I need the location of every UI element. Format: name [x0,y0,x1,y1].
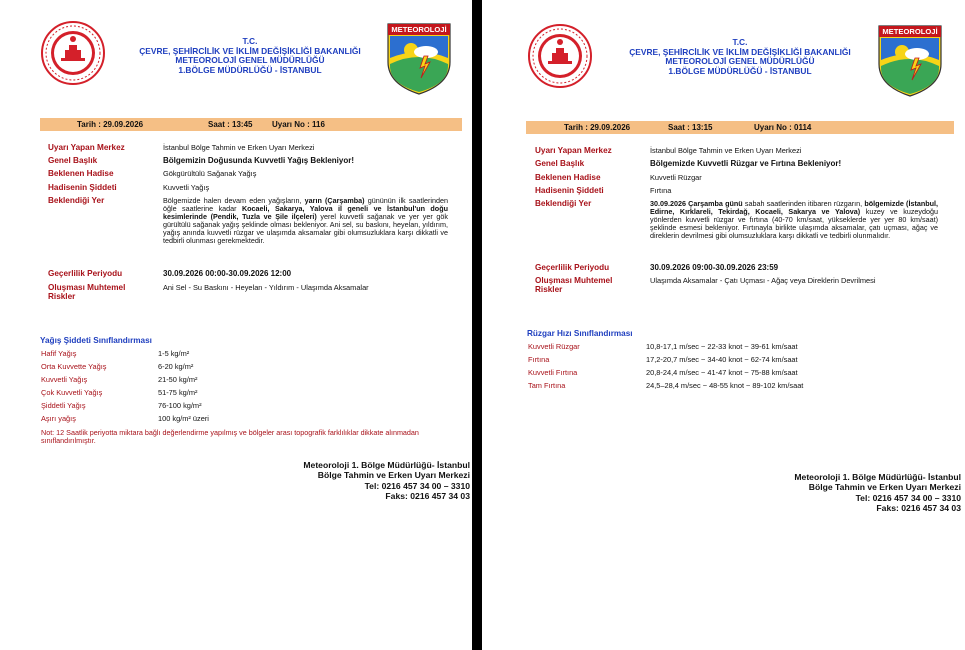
class-value: 17,2-20,7 m/sec ~ 34-40 knot ~ 62-74 km/saat [646,355,798,364]
classification-title: Yağış Şiddeti Sınıflandırması [40,336,152,345]
value-possible-risks: Ulaşımda Aksamalar - Çatı Uçması - Ağaç veya Direklerin Devrilmesi [650,276,876,285]
value-event-severity: Kuvvetli Yağış [163,183,210,192]
label-validity-period: Geçerlilik Periyodu [535,263,610,272]
label-issuing-center: Uyarı Yapan Merkez [535,146,612,155]
class-name: Çok Kuvvetli Yağış [41,388,103,397]
warning-time: Saat : 13:15 [668,123,713,132]
value-issuing-center: İstanbul Bölge Tahmin ve Erken Uyarı Merkezi [650,146,802,155]
location-text-2: gününün ilk saatlerinden öğle saatlerine kadar [163,196,448,214]
meteoroloji-logo-icon [386,22,452,96]
header-tc: T.C. [242,36,258,46]
warning-number: Uyarı No : 116 [272,120,325,129]
class-name: Kuvvetli Yağış [41,375,88,384]
footer-contact [303,460,470,502]
location-text-1: Bölgemizde halen devam eden yağışların, [163,196,305,205]
label-expected-location: Beklendiği Yer [535,199,592,208]
warning-number: Uyarı No : 0114 [754,123,812,132]
value-validity-period: 30.09.2026 09:00-30.09.2026 23:59 [650,263,779,272]
class-name: Tam Fırtına [528,381,566,390]
class-value: 1-5 kg/m² [158,349,190,358]
location-bold-1: yarın (Çarşamba) [304,196,365,205]
class-value: 100 kg/m² üzeri [158,414,209,423]
header-directorate: METEOROLOJİ GENEL MÜDÜRLÜĞÜ [175,55,325,66]
class-value: 20,8-24,4 m/sec ~ 41-47 knot ~ 75-88 km/saat [646,368,798,377]
footer-fax: Faks: 0216 457 34 03 [876,503,961,514]
location-text-1: sabah saatlerinden itibaren rüzgarın, [742,199,865,208]
label-general-title: Genel Başlık [48,156,98,165]
value-expected-location [650,200,938,240]
logo-text: METEOROLOJİ [882,27,938,36]
class-value: 76-100 kg/m² [158,401,202,410]
label-expected-event: Beklenen Hadise [535,173,601,182]
warning-time: Saat : 13:45 [208,120,253,129]
class-value: 6-20 kg/m² [158,362,194,371]
value-validity-period: 30.09.2026 00:00-30.09.2026 12:00 [163,269,292,278]
ministry-seal-icon [41,21,105,85]
warning-date: Tarih : 29.09.2026 [564,123,631,132]
class-value: 21-50 kg/m² [158,375,198,384]
classification-title: Rüzgar Hızı Sınıflandırması [527,329,633,338]
value-expected-event: Gökgürültülü Sağanak Yağış [163,169,257,178]
meteoroloji-logo-icon [877,24,943,98]
footer-office: Meteoroloji 1. Bölge Müdürlüğü- İstanbul [303,460,470,470]
warning-info-bar [40,118,462,131]
footer-fax: Faks: 0216 457 34 03 [385,491,470,502]
value-event-severity: Fırtına [650,186,672,195]
class-name: Kuvvetli Fırtına [528,368,578,377]
label-possible-risks: Oluşması Muhtemel Riskler [535,276,613,294]
value-expected-location [163,197,448,246]
value-general-title: Bölgemizde Kuvvetli Rüzgar ve Fırtına Bekleniyor! [650,159,842,168]
ministry-header [130,37,370,75]
location-bold-1: 30.09.2026 Çarşamba günü [650,199,743,208]
header-ministry: ÇEVRE, ŞEHİRCİLİK VE İKLİM DEĞİŞİKLİĞİ BAKANLIĞI [139,45,361,56]
class-value: 10,8-17,1 m/sec ~ 22-33 knot ~ 39-61 km/saat [646,342,798,351]
class-value: 51-75 kg/m² [158,388,198,397]
footer-center: Bölge Tahmin ve Erken Uyarı Merkezi [317,470,470,481]
label-expected-location: Beklendiği Yer [48,196,105,205]
footer-office: Meteoroloji 1. Bölge Müdürlüğü- İstanbul [794,472,961,482]
location-text-3: yerel kuvvetli sağanak ve yer yer gök gürültülü sağanak yağış şeklinde olması bekleniyor. Ani sel, su baskını, heyelan, yıldırım, yağış anında kuvvetli rüzgar ve ulaşımda aksamalar gibi olumsuzluklara karşı dikkatli ve tedbirli olunması gerekmektedir. [163,212,448,246]
class-name: Aşırı yağış [41,414,76,423]
footer-phone: Tel: 0216 457 34 00 – 3310 [364,480,470,491]
class-name: Orta Kuvvette Yağış [41,362,107,371]
warning-page-wind [482,0,965,650]
logo-text: METEOROLOJİ [391,25,447,34]
label-expected-event: Beklenen Hadise [48,169,114,178]
label-event-severity: Hadisenin Şiddeti [535,186,604,195]
class-name: Hafif Yağış [41,349,77,358]
value-general-title: Bölgemizin Doğusunda Kuvvetli Yağış Bekleniyor! [163,156,355,165]
header-region: 1.BÖLGE MÜDÜRLÜĞÜ - İSTANBUL [668,65,812,76]
ministry-seal-icon [528,24,592,88]
label-general-title: Genel Başlık [535,159,585,168]
header-ministry: ÇEVRE, ŞEHİRCİLİK VE İKLİM DEĞİŞİKLİĞİ BAKANLIĞI [629,46,851,57]
value-expected-event: Kuvvetli Rüzgar [650,173,702,182]
footer-phone: Tel: 0216 457 34 00 – 3310 [855,492,961,503]
location-bold-2: bölgemizde (İstanbul, Edirne, Kırklareli, Tekirdağ, Kocaeli, Sakarya ve Yalova) [650,199,938,217]
class-name: Kuvvetli Rüzgar [528,342,580,351]
label-validity-period: Geçerlilik Periyodu [48,269,123,278]
value-issuing-center: İstanbul Bölge Tahmin ve Erken Uyarı Merkezi [163,143,315,152]
warning-date: Tarih : 29.09.2026 [77,120,144,129]
footer-contact [794,472,961,514]
label-issuing-center: Uyarı Yapan Merkez [48,143,125,152]
label-event-severity: Hadisenin Şiddeti [48,183,117,192]
class-value: 24,5–28,4 m/sec ~ 48-55 knot ~ 89-102 km/saat [646,381,804,390]
value-possible-risks: Ani Sel - Su Baskını - Heyelan - Yıldırım - Ulaşımda Aksamalar [163,283,369,292]
ministry-header [620,38,860,76]
header-tc: T.C. [732,37,748,47]
location-text-2: kuzey ve kuzeydoğu yönlerden kuvvetli rüzgar ve fırtına (40-70 km/saat, yükseklerde yer yer 80 km/saat) şeklinde esmesi bekleniyor. Fırtınayla birlikte ulaşımda aksamalar, çatı uçması, ağaç ve direklerin devrilmesi gibi olumsuzluklara karşı dikkatli ve tedbirli olunmalıdır. [650,207,939,241]
header-directorate: METEOROLOJİ GENEL MÜDÜRLÜĞÜ [665,56,815,67]
label-possible-risks: Oluşması Muhtemel Riskler [48,283,126,301]
header-region: 1.BÖLGE MÜDÜRLÜĞÜ - İSTANBUL [178,64,322,75]
warning-info-bar [526,121,954,134]
class-name: Şiddetli Yağış [41,401,86,410]
classification-note: Not: 12 Saatlik periyotta miktara bağlı değerlendirme yapılmış ve bölgeler arası topografik farklılıklar dikkate alınmadan sınıflandırılmıştır. [41,428,419,446]
footer-center: Bölge Tahmin ve Erken Uyarı Merkezi [808,482,961,493]
location-bold-2: Kocaeli, Sakarya, Yalova il geneli ve İstanbul'un doğu kesimlerinde (Pendik, Tuzla ve Şile ilçeleri) [163,204,448,222]
warning-page-rain [0,0,472,650]
class-name: Fırtına [528,355,550,364]
